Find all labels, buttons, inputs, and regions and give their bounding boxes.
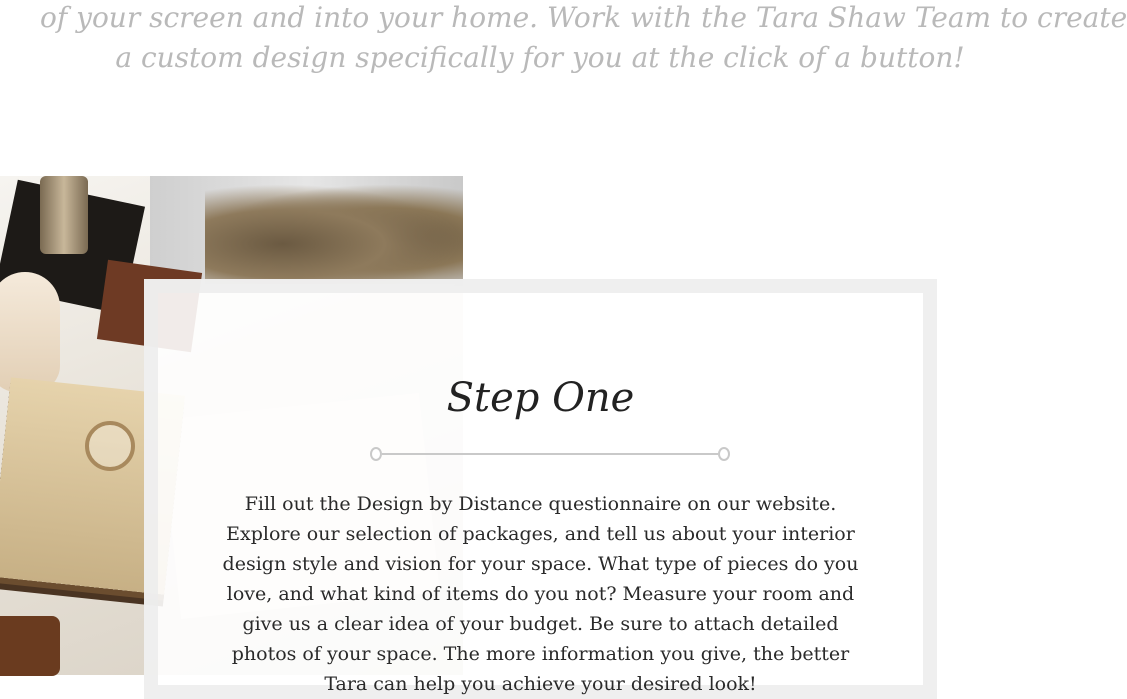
photo-gilded-ornament	[205, 184, 463, 284]
decorative-divider	[370, 447, 730, 461]
divider-cap-left	[370, 447, 382, 461]
photo-carved-column	[40, 176, 88, 254]
intro-text	[40, 0, 1127, 78]
intro-line-1: of your screen and into your home. Work with the Tara Shaw Team to create	[40, 1, 1127, 34]
divider-line	[382, 453, 718, 455]
photo-leather-case	[0, 616, 60, 676]
step-card	[144, 279, 937, 699]
photo-conch-shell	[0, 272, 60, 392]
step-description: Fill out the Design by Distance questionnaire on our website. Explore our selection of packages, and tell us about your interior design style and vision for your space. What type of pieces do you love, and what kind of items do you not? Measure your room and give us a clear idea of your budget. Be sure to attach detailed photos of your space. The more information you give, the better Tara can help you achieve your desired look!	[222, 493, 859, 695]
divider-cap-right	[718, 447, 730, 461]
photo-magnifying-glass	[85, 421, 135, 471]
intro-line-2: a custom design specifically for you at the click of a button!	[115, 41, 965, 74]
step-title: Step One	[446, 375, 635, 421]
